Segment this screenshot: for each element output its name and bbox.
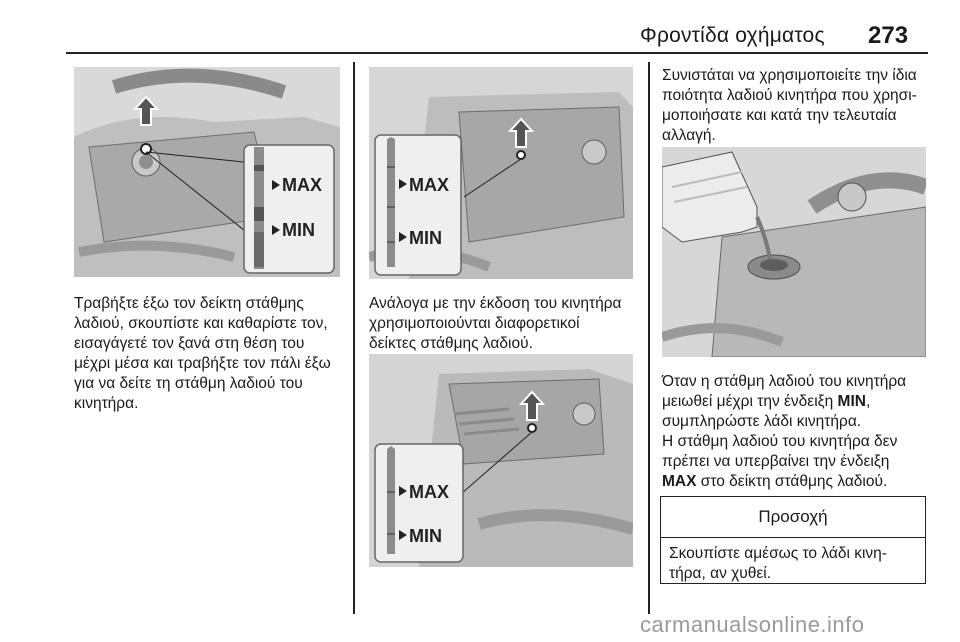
max-label-2: MAX bbox=[409, 175, 449, 195]
punctuation: , bbox=[865, 393, 871, 410]
caution-line: Σκουπίστε αμέσως το λάδι κινη- bbox=[669, 545, 887, 562]
paragraph-line: εισαγάγετέ τον ξανά στη θέση του bbox=[74, 335, 305, 352]
caution-box bbox=[660, 496, 926, 584]
column-divider-1 bbox=[353, 62, 355, 614]
engine-illustration-1 bbox=[74, 67, 340, 277]
max-label-3: MAX bbox=[409, 482, 449, 502]
figure-dipstick-engine-3 bbox=[369, 354, 633, 567]
paragraph-line: ποιότητα λαδιού κινητήρα που χρησι- bbox=[662, 87, 917, 104]
watermark: carmanualsonline.info bbox=[640, 612, 865, 637]
paragraph-line: Τραβήξτε έξω τον δείκτη στάθμης bbox=[74, 295, 304, 312]
paragraph-line: συμπληρώστε λάδι κινητήρα. bbox=[662, 413, 862, 430]
paragraph-line: για να δείτε τη στάθμη λαδιού του bbox=[74, 375, 303, 392]
min-label-2: MIN bbox=[409, 228, 442, 248]
oil-pouring-illustration bbox=[662, 147, 926, 357]
paragraph-line: αλλαγή. bbox=[662, 127, 716, 144]
caution-title: Προσοχή bbox=[661, 497, 925, 538]
max-label-1: MAX bbox=[282, 175, 322, 195]
paragraph-line: Όταν η στάθμη λαδιού του κινητήρα bbox=[662, 373, 907, 390]
paragraph-line: μέχρι μέσα και τραβήξτε τον πάλι έξω bbox=[74, 355, 331, 372]
paragraph-line: στο δείκτη στάθμης λαδιού. bbox=[696, 473, 888, 490]
caution-line: τήρα, αν χυθεί. bbox=[669, 565, 772, 582]
paragraph-line: χρησιμοποιούνται διαφορετικοί bbox=[369, 315, 580, 332]
paragraph-line: λαδιού, σκουπίστε και καθαρίστε τον, bbox=[74, 315, 328, 332]
min-label-1: MIN bbox=[282, 220, 315, 240]
paragraph-line: κινητήρα. bbox=[74, 395, 139, 412]
max-mark-text: MAX bbox=[662, 473, 697, 490]
paragraph-oil-quality bbox=[662, 66, 934, 146]
paragraph-engine-versions bbox=[369, 294, 641, 354]
paragraph-line: δείκτες στάθμης λαδιού. bbox=[369, 335, 533, 352]
paragraph-not-exceed-max bbox=[662, 432, 934, 492]
paragraph-line: μειωθεί μέχρι την ένδειξη bbox=[662, 393, 838, 410]
paragraph-check-dipstick bbox=[74, 294, 346, 414]
page-number: 273 bbox=[868, 22, 909, 49]
figure-dipstick-engine-1 bbox=[74, 67, 340, 277]
figure-oil-refill bbox=[662, 147, 926, 357]
engine-illustration-2 bbox=[369, 67, 633, 279]
column-divider-2 bbox=[648, 62, 650, 614]
header-rule bbox=[66, 52, 928, 54]
engine-illustration-3 bbox=[369, 354, 633, 567]
min-mark-text: MIN bbox=[837, 393, 866, 410]
paragraph-line: μοποιήσατε και κατά την τελευταία bbox=[662, 107, 897, 124]
paragraph-line: Συνιστάται να χρησιμοποιείτε την ίδια bbox=[662, 67, 917, 84]
caution-text bbox=[661, 538, 925, 584]
running-header-title: Φροντίδα οχήματος bbox=[640, 24, 825, 47]
paragraph-refill-min bbox=[662, 372, 934, 432]
figure-dipstick-engine-2 bbox=[369, 67, 633, 279]
paragraph-line: Ανάλογα με την έκδοση του κινητήρα bbox=[369, 295, 622, 312]
paragraph-line: πρέπει να υπερβαίνει την ένδειξη bbox=[662, 453, 890, 470]
paragraph-line: Η στάθμη λαδιού του κινητήρα δεν bbox=[662, 433, 898, 450]
min-label-3: MIN bbox=[409, 526, 442, 546]
